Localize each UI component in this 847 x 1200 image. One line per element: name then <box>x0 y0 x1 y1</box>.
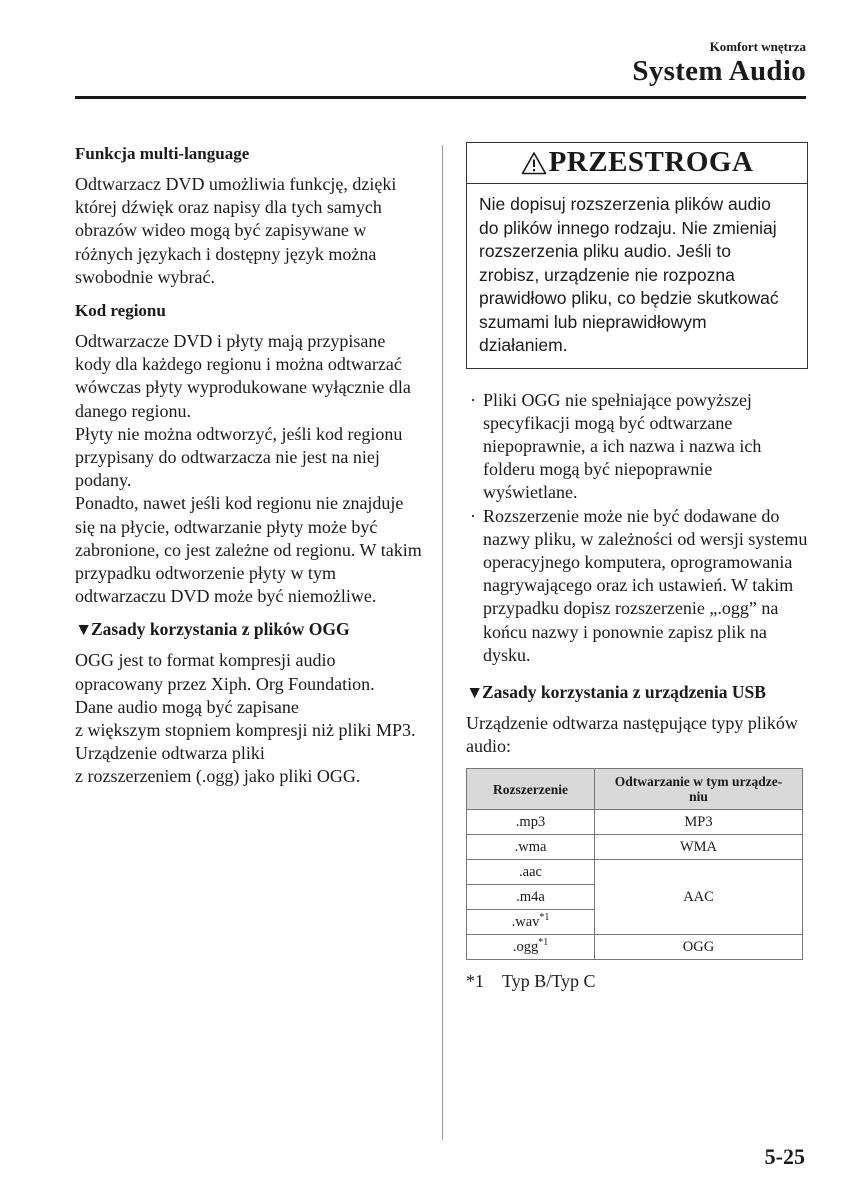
caution-box <box>466 142 808 369</box>
extension-cell: .mp3 <box>467 810 595 835</box>
extension-cell: .wma <box>467 835 595 860</box>
usb-heading-text: Zasady korzystania z urządzenia USB <box>482 681 766 702</box>
section-marker: ▼ <box>75 619 93 640</box>
format-cell: WMA <box>595 835 803 860</box>
format-cell: AAC <box>595 860 803 935</box>
header-rule <box>75 96 806 99</box>
bullet-marker: · <box>470 505 476 526</box>
extension-cell: .wav$^{*1}$ <box>467 910 595 935</box>
footnote-mark: *1 <box>466 971 484 992</box>
multi-language-heading: Funkcja multi-language <box>75 144 250 163</box>
bullet-marker: · <box>470 389 476 410</box>
ogg-section-heading <box>75 618 425 641</box>
table-header-row <box>467 769 803 810</box>
table-row <box>467 835 803 860</box>
ogg-paragraph: OGG jest to format kompresji audio opracowany przez Xiph. Org Foundation. Dane audio mogą być zapisane z większym stopniem kompresji niż pliki MP3. Urządzenie odtwarza pliki z rozszerzeniem (.ogg) jako pliki OGG. <box>75 650 416 787</box>
footnote-text: Typ B/Typ C <box>502 971 596 992</box>
left-column <box>75 142 425 799</box>
usb-intro: Urządzenie odtwarza następujące typy plików audio: <box>466 712 798 757</box>
region-code-heading: Kod regionu <box>75 301 166 321</box>
caution-header <box>467 143 807 184</box>
caution-title: PRZESTROGA <box>548 146 754 179</box>
file-types-table <box>466 768 803 960</box>
right-column <box>466 142 808 994</box>
section-label: Komfort wnętrza <box>709 39 806 54</box>
extension-cell: .m4a <box>467 885 595 910</box>
warning-triangle-icon <box>521 151 547 175</box>
region-code-paragraph: Odtwarzacze DVD i płyty mają przypisane kody dla każdego regionu i można odtwarzać wówczas płyty wyprodukowane wyłącznie dla danego regionu. Płyty nie można odtworzyć, jeśli kod regionu przypisany do odtwarzacza nie jest na niej podany. Ponadto, nawet jeśli kod regionu nie znajduje się na płycie, odtwarzanie płyty może być zabronione, co jest zależne od regionu. W takim przypadku odtworzenie płyty w tym odtwarzaczu DVD może być niemożliwe. <box>75 331 422 607</box>
table-row <box>467 860 803 885</box>
ogg-heading-text: Zasady korzystania z plików OGG <box>91 619 350 640</box>
extension-cell: .ogg$^{*1}$ <box>467 935 595 960</box>
page-number: 5-25 <box>764 1144 805 1169</box>
section-marker: ▼ <box>466 681 484 702</box>
caution-text: Nie dopisuj rozszerzenia plików audio do plików innego rodzaju. Nie zmieniaj rozszerzenia pliku audio. Jeśli to zrobisz, urządzenie nie rozpozna prawidłowo pliku, co będzie skutkować szumami lub nieprawidłowym działaniem. <box>479 194 779 355</box>
page-title: System Audio <box>632 55 806 87</box>
column-header-extension: Rozszerzenie <box>467 769 595 810</box>
column-divider <box>442 145 443 1140</box>
table-row <box>467 935 803 960</box>
format-cell: MP3 <box>595 810 803 835</box>
format-cell: OGG <box>595 935 803 960</box>
table-row <box>467 810 803 835</box>
column-header-playback: Odtwarzanie w tym urządze- niu <box>595 769 803 810</box>
bullet-text: Rozszerzenie może nie być dodawane do nazwy pliku, w zależności od wersji systemu operacyjnego komputera, oprogramowania nagrywającego oraz ich ustawień. W takim przypadku dopisz rozszerzenie „.ogg” na końcu nazwy i ponownie zapisz plik na dysku. <box>483 505 808 665</box>
list-item <box>466 505 808 667</box>
footnote <box>466 970 808 993</box>
usb-section-heading <box>466 681 808 704</box>
bullet-list <box>466 389 808 667</box>
bullet-text: Pliki OGG nie spełniające powyższej specyfikacji mogą być odtwarzane niepoprawnie, a ich nazwa i nazwa ich folderu mogą być niepoprawnie wyświetlane. <box>483 389 762 503</box>
extension-cell: .aac <box>467 860 595 885</box>
multi-language-paragraph: Odtwarzacz DVD umożliwia funkcję, dzięki której dźwięk oraz napisy dla tych samych obrazów wideo mogą być zapisywane w różnych językach i dostępny język można swobodnie wybrać. <box>75 174 397 287</box>
list-item <box>466 389 808 505</box>
